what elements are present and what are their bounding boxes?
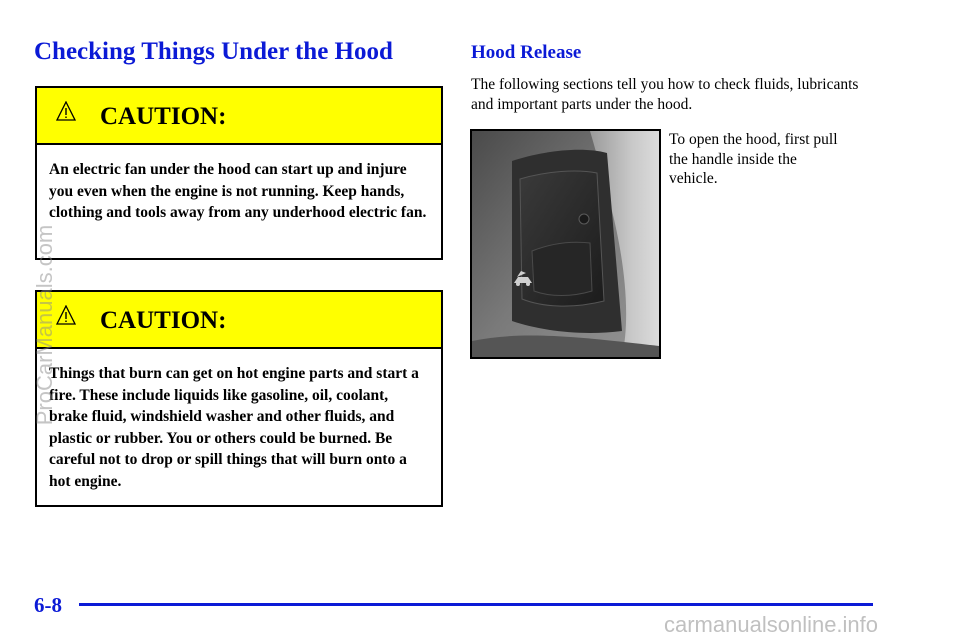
hood-release-intro: The following sections tell you how to check fluids, lubricants and important parts under the hood. — [471, 76, 859, 113]
hood-release-illustration — [472, 131, 659, 357]
caution-title: CAUTION: — [100, 307, 227, 334]
caution-header — [37, 88, 441, 145]
watermark-vertical: ProCarManuals.com — [32, 224, 57, 426]
caution-box-fire — [35, 290, 443, 507]
caution-title: CAUTION: — [100, 103, 227, 130]
hood-release-instruction: To open the hood, first pull the handle inside the vehicle. — [669, 131, 838, 187]
watermark-bottom: carmanualsonline.info — [664, 612, 879, 637]
hood-release-handle-photo — [470, 129, 661, 359]
caution-text: Things that burn can get on hot engine parts and start a fire. These include liquids like gasoline, oil, coolant, brake fluid, windshield washer and other fluids, and plastic or rubber. You or others could be burned. Be careful not to drop or spill things that will burn onto a hot engine. — [49, 365, 419, 490]
caution-text: An electric fan under the hood can start up and injure you even when the engine is not running. Keep hands, clothing and tools away from any underhood electric fan. — [49, 161, 427, 221]
footer-rule — [79, 603, 873, 606]
hood-release-heading: Hood Release — [471, 42, 582, 63]
warning-triangle-icon — [56, 101, 76, 121]
caution-box-fan — [35, 86, 443, 260]
page-number: 6-8 — [34, 593, 62, 617]
warning-triangle-icon — [56, 305, 76, 325]
page-title: Checking Things Under the Hood — [34, 38, 393, 65]
caution-header — [37, 292, 441, 349]
